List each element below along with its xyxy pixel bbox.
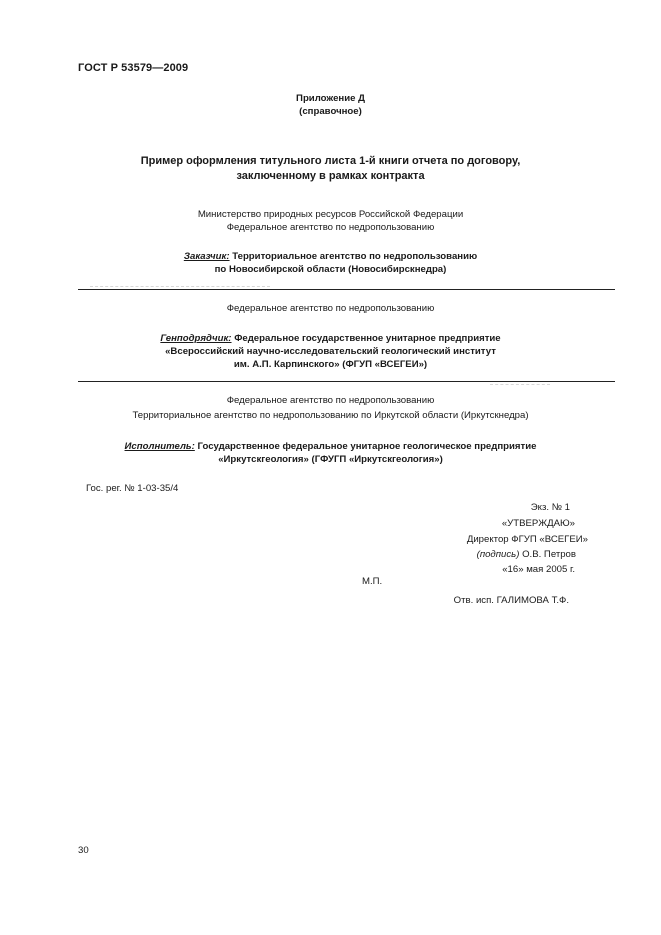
- customer-name-1: Территориальное агентство по недропользованию: [232, 251, 478, 262]
- executor-name-1: Государственное федеральное унитарное геологическое предприятие: [197, 441, 537, 452]
- registration-number: Гос. рег. № 1-03-35/4: [86, 483, 179, 494]
- example-title-line1: Пример оформления титульного листа 1-й книги отчета по договору,: [140, 155, 521, 167]
- standard-code: ГОСТ Р 53579—2009: [78, 62, 189, 74]
- appendix-note: (справочное): [299, 106, 362, 117]
- executor-line1: [0, 440, 661, 454]
- executor-role: Исполнитель:: [124, 441, 195, 452]
- signer-name: О.В. Петров: [522, 549, 576, 560]
- appendix-title: Приложение Д: [296, 93, 365, 104]
- customer-line1: [0, 250, 661, 264]
- page-number: 30: [78, 845, 89, 856]
- approval-director: Директор ФГУП «ВСЕГЕИ»: [466, 534, 588, 545]
- bleed-through-mark-2: [490, 384, 550, 385]
- seal-mark: М.П.: [362, 576, 383, 587]
- customer-line2: по Новосибирской области (Новосибирскнедра): [214, 264, 447, 275]
- approval-signature-line: [376, 547, 576, 563]
- signature-hint: (подпись): [476, 549, 520, 560]
- ministry-line1: Министерство природных ресурсов Российской Федерации: [197, 209, 464, 220]
- responsible-executor: Отв. исп. ГАЛИМОВА Т.Ф.: [453, 595, 569, 606]
- general-contractor-line1: [0, 332, 661, 346]
- example-title-line2: заключенному в рамках контракта: [236, 170, 425, 182]
- general-contractor-role: Генподрядчик:: [160, 333, 232, 344]
- general-contractor-line2: «Всероссийский научно-исследовательский геологический институт: [165, 346, 496, 357]
- customer-role: Заказчик:: [183, 251, 230, 262]
- ministry-line2: Федеральное агентство по недропользованию: [226, 222, 435, 233]
- separator-rule-1: [78, 289, 615, 290]
- executor-line2: «Иркутскгеология» (ГФУГП «Иркутскгеология»): [218, 454, 443, 465]
- agency3-line2: Территориальное агентство по недропользованию по Иркутской области (Иркутскнедра): [132, 410, 529, 421]
- agency2-line: Федеральное агентство по недропользованию: [226, 303, 435, 314]
- general-contractor-name-1: Федеральное государственное унитарное предприятие: [234, 333, 501, 344]
- approval-copy: Экз. № 1: [530, 502, 570, 513]
- approval-approve: «УТВЕРЖДАЮ»: [501, 518, 575, 529]
- approval-date: «16» мая 2005 г.: [502, 564, 575, 575]
- agency3-line1: Федеральное агентство по недропользованию: [226, 395, 435, 406]
- bleed-through-mark: [90, 286, 270, 287]
- separator-rule-2: [78, 381, 615, 382]
- general-contractor-line3: им. А.П. Карпинского» (ФГУП «ВСЕГЕИ»): [233, 359, 428, 370]
